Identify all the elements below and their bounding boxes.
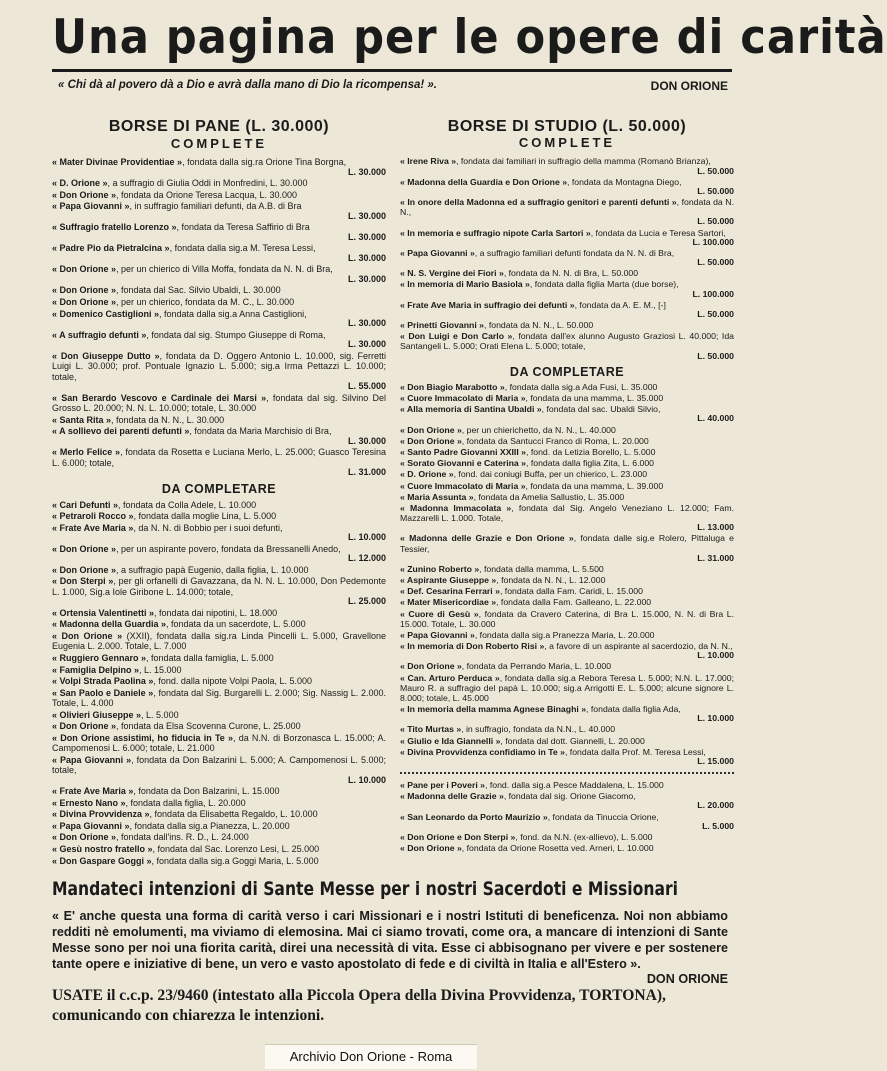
fund-name: « Don Luigi e Don Carlo » <box>400 331 513 342</box>
donation-entry <box>400 843 734 853</box>
fund-name: « Don Orione e Don Sterpi » <box>400 832 516 842</box>
donation-entry <box>52 415 386 426</box>
donation-entry <box>52 710 386 721</box>
donation-entry <box>400 177 734 196</box>
fund-name: « Ernesto Nano » <box>52 797 126 808</box>
donation-entry <box>400 724 734 734</box>
fund-name: « Can. Arturo Perduca » <box>400 672 500 683</box>
fund-amount: L. 50.000 <box>697 257 734 268</box>
fund-name: « Don Orione » <box>400 843 462 854</box>
borse-extra-list <box>400 780 734 853</box>
fund-name: « Def. Cesarina Ferrari » <box>400 586 500 597</box>
donation-entry <box>52 426 386 446</box>
fund-amount: L. 30.000 <box>347 231 386 242</box>
donation-entry <box>400 331 734 361</box>
fund-name: « Sorato Giovanni e Caterina » <box>400 458 527 469</box>
donation-entry <box>400 268 734 278</box>
fund-name: « Cuore di Gesù » <box>400 608 479 619</box>
fund-name: « San Paolo e Daniele » <box>52 687 154 698</box>
fund-name: « Don Orione » <box>52 564 117 575</box>
donation-entry <box>52 676 386 687</box>
fund-name: « Zunino Roberto » <box>400 563 480 574</box>
donation-entry <box>52 297 386 308</box>
page-title: Una pagina per le opere di carità <box>52 10 887 65</box>
fund-details: , fondata dalla sig.a Goggi Maria, L. 5.000 <box>151 855 319 866</box>
fund-amount: L. 31.000 <box>697 552 734 563</box>
donation-entry <box>52 178 386 189</box>
borse-di-pane-title: BORSE DI PANE (L. 30.000) <box>108 118 330 135</box>
fund-details: , fondata da una mamma, L. 39.000 <box>525 480 664 491</box>
fund-name: « D. Orione » <box>52 178 108 189</box>
donation-entry <box>52 631 386 652</box>
donation-entry <box>52 544 386 564</box>
donation-entry <box>400 320 734 330</box>
fund-name: « Santa Rita » <box>52 414 112 425</box>
fund-details: , fondata dal Sig. Burgarelli L. 2.000; Sig. Nassig L. 2.000. Totale, L. 4.000 <box>52 687 386 709</box>
fund-details: , a suffragio papà Eugenio, dalla figlia, L. 10.000 <box>116 564 309 575</box>
borse-di-studio-complete-label: COMPLETE <box>518 135 616 151</box>
fund-name: « Don Sterpi » <box>52 576 114 587</box>
mass-intentions-heading: Mandateci intenzioni di Sante Messe per i nostri Sacerdoti e Missionari <box>52 878 678 900</box>
fund-amount: L. 30.000 <box>347 435 386 446</box>
fund-details: , fond. dalla sig.a Pesce Maddalena, L. 15.000 <box>485 780 664 791</box>
borse-di-studio-incomplete-label: DA COMPLETARE <box>509 364 625 379</box>
donation-entry <box>400 812 734 831</box>
borse-di-pane-column <box>52 118 386 867</box>
fund-details: , fondata da Elisabetta Regaldo, L. 10.000 <box>149 809 318 820</box>
donation-entry <box>52 309 386 329</box>
donation-entry <box>400 300 734 319</box>
fund-name: « Cari Defunti » <box>52 499 119 510</box>
borse-di-studio-title: BORSE DI STUDIO (L. 50.000) <box>447 118 687 135</box>
fund-name: « Don Biagio Marabotto » <box>400 381 505 392</box>
borse-di-pane-incomplete-label: DA COMPLETARE <box>161 482 277 496</box>
fund-details: , fondata da A. E. M., [-] <box>574 299 666 310</box>
donation-entry <box>400 533 734 563</box>
fund-details: , fondata dal Sac. Silvio Ubaldi, L. 30.000 <box>116 285 281 296</box>
donation-entry <box>52 755 386 786</box>
donation-entry <box>400 248 734 267</box>
fund-details: , fondata dal Sac. Lorenzo Lesi, L. 25.000 <box>152 844 320 854</box>
fund-details: , a suffragio familiari defunti fondata da N. N. di Bra, <box>474 247 675 258</box>
donation-entry <box>52 565 386 576</box>
donation-entry <box>52 844 386 855</box>
fund-name: « Madonna Immacolata » <box>400 502 512 513</box>
fund-name: « D. Orione » <box>400 469 454 480</box>
fund-details: , fondata dal sig. Orione Giacomo, <box>503 791 636 802</box>
fund-details: , fondata dalla Prof. M. Teresa Lessi, <box>564 746 706 757</box>
fund-name: « Famiglia Delpino » <box>52 664 140 675</box>
motto-author: DON ORIONE <box>650 79 728 93</box>
fund-details: , a favore di un aspirante al sacerdozio, da N. N., <box>544 641 733 652</box>
fund-amount: L. 30.000 <box>347 210 386 221</box>
fund-amount: L. 100.000 <box>692 236 734 247</box>
donation-entry <box>52 821 386 832</box>
fund-amount: L. 15.000 <box>697 755 734 766</box>
archive-footer <box>265 1044 477 1069</box>
fund-details: , fondata da Santucci Franco di Roma, L. 20.000 <box>461 435 649 446</box>
fund-details: , fondata da Lucia e Teresa Sartori, <box>590 227 726 238</box>
fund-details: , fondata dalla figlia Marta (due borse), <box>529 279 679 290</box>
fund-details: , fond. dai coniugi Buffa, per un chierico, L. 23.000 <box>453 469 648 480</box>
fund-details: , fondata da Rosetta e Luciana Merlo, L. 25.000; Guasco Teresina L. 6.000; totale, <box>52 447 386 468</box>
dotted-separator <box>400 772 734 774</box>
fund-amount: L. 100.000 <box>692 288 734 299</box>
fund-name: « A sollievo dei parenti defunti » <box>52 426 190 437</box>
fund-details: , fondata dalla sig.a Pranezza Maria, L. 20.000 <box>474 629 655 640</box>
fund-amount: L. 20.000 <box>697 800 734 811</box>
fund-name: « Don Orione assistimi, ho fiducia in Te » <box>52 732 233 743</box>
fund-name: « Mater Divinae Providentiae » <box>52 157 183 168</box>
fund-details: , fondata da Perrando Maria, L. 10.000 <box>461 661 612 672</box>
donation-entry <box>52 330 386 350</box>
fund-details: , fondata dalla mamma, L. 5.500 <box>479 563 604 574</box>
fund-details: , fondata da N. N., L. 50.000 <box>484 320 594 331</box>
fund-name: « Frate Ave Maria in suffragio dei defunti » <box>400 299 575 310</box>
borse-di-pane-complete-label: COMPLETE <box>170 135 268 151</box>
donation-entry <box>400 597 734 607</box>
fund-details: , fondata da Elsa Scovenna Curone, L. 25.000 <box>116 721 301 732</box>
fund-details: , per un chierico di Villa Moffa, fondata da N. N. di Bra, <box>116 264 333 275</box>
borse-di-pane-incomplete-list <box>52 500 386 867</box>
fund-name: « Papa Giovanni » <box>400 247 475 258</box>
fund-details: , per un chierichetto, da N. N., L. 40.000 <box>461 424 616 435</box>
fund-name: « Don Orione » <box>52 264 117 275</box>
donation-entry <box>400 197 734 227</box>
donation-entry <box>52 856 386 867</box>
donation-entry <box>52 688 386 709</box>
fund-name: « In onore della Madonna ed a suffragio genitori e parenti defunti » <box>400 197 677 208</box>
fund-details: , fondata da una mamma, L. 35.000 <box>525 393 664 404</box>
donation-entry <box>400 780 734 790</box>
donation-entry <box>52 201 386 221</box>
motto-quote: « Chi dà al povero dà a Dio e avrà dalla mano di Dio la ricompensa! ». <box>58 79 437 91</box>
fund-name: « Don Giuseppe Dutto » <box>52 350 160 361</box>
fund-name: « Mater Misericordiae » <box>400 597 497 608</box>
fund-amount: L. 30.000 <box>347 339 386 350</box>
fund-details: , fondata dalla sig.a Ada Fusi, L. 35.000 <box>504 381 658 392</box>
fund-details: , fondata dalla sig.a Pianezza, L. 20.000 <box>129 820 290 831</box>
donation-entry <box>400 228 734 247</box>
fund-details: , fondata dalla Fam. Caridi, L. 15.000 <box>499 586 643 597</box>
fund-name: « San Leonardo da Porto Maurizio » <box>400 811 548 822</box>
fund-amount: L. 50.000 <box>697 350 734 361</box>
fund-amount: L. 10.000 <box>347 532 386 543</box>
postal-account-note: USATE il c.c.p. 23/9460 (intestato alla Piccola Opera della Divina Provvidenza, TORTONA), comunicando con chiarezza le intenzioni. <box>52 987 666 1024</box>
fund-amount: L. 10.000 <box>697 713 734 724</box>
donation-entry <box>52 243 386 263</box>
donation-entry <box>400 791 734 810</box>
donation-entry <box>52 447 386 478</box>
donation-entry <box>52 721 386 732</box>
fund-details: , fond. dalla nipote Volpi Paola, L. 5.000 <box>153 676 312 687</box>
fund-name: « Santo Padre Giovanni XXIII » <box>400 446 527 457</box>
fund-amount: L. 55.000 <box>347 381 386 392</box>
fund-details: , in suffragio familiari defunti, da A.B. di Bra <box>129 201 302 212</box>
fund-name: « Papa Giovanni » <box>400 629 475 640</box>
fund-name: « Merlo Felice » <box>52 447 121 458</box>
fund-name: « Don Gaspare Goggi » <box>52 855 152 866</box>
donation-entry <box>400 641 734 660</box>
donation-entry <box>400 481 734 491</box>
fund-name: « Cuore Immacolato di Maria » <box>400 393 526 404</box>
fund-details: , fondata da Amelia Sallustio, L. 35.000 <box>473 491 625 502</box>
fund-details: , fondata dalla sig.a Rebora Teresa L. 5.000; N.N. L. 17.000; Mauro R. a suffragio del papà L. 10.000; sig.a Arrigotti E. L. 5.000; alcune signore L. 8.000; totale, L. 45.000 <box>400 672 734 703</box>
fund-name: « Don Orione » <box>52 189 117 200</box>
fund-name: « Giulio e Ida Giannelli » <box>400 735 501 746</box>
fund-name: « Prinetti Giovanni » <box>400 320 484 331</box>
fund-name: « Tito Murtas » <box>400 724 462 735</box>
donation-entry <box>400 469 734 479</box>
fund-details: , fondata dai nipotini, L. 18.000 <box>154 607 278 618</box>
fund-details: , da N.N. di Borzonasca L. 15.000; A. Campomenosi L. 6.000; totale, L. 21.000 <box>52 732 387 754</box>
fund-name: « Madonna delle Grazie e Don Orione » <box>400 533 574 544</box>
fund-details: , fondata da Orione Rosetta ved. Arneri, L. 10.000 <box>461 843 654 854</box>
borse-di-pane-complete-list <box>52 157 386 478</box>
donation-entry <box>52 733 386 754</box>
fund-details: , fondata dalle sig.e Rolero, Pittaluga e Tessier, <box>400 533 734 554</box>
appeal-text: « E' anche questa una forma di carità verso i cari Missionari e i nostri Istituti di beneficenza. Noi non abbiamo redditi nè emolumenti, ma viviamo di elemosina. Mai ci siamo trovati, come ora, a mancare di intenzioni di Sante Messe sono per noi una fiorita carità, direi una necessità di vita. Esse ci abbisognano per vivere e per sostenere tante opere e iniziative di bene, un vero e vasto apostolato di fede e di civiltà in Italia e all'Estero ». <box>52 909 728 971</box>
fund-details: , L. 5.000 <box>141 709 179 720</box>
fund-name: « Padre Pio da Pietralcina » <box>52 243 170 254</box>
donation-entry <box>52 619 386 630</box>
fund-details: , fondata da Teresa Saffirio di Bra <box>176 222 310 233</box>
fund-amount: L. 50.000 <box>697 216 734 227</box>
donation-entry <box>52 190 386 201</box>
fund-details: , fondata da Colla Adele, L. 10.000 <box>118 499 257 510</box>
fund-details: , fondata da Tinuccia Orione, <box>547 811 659 822</box>
fund-amount: L. 50.000 <box>697 165 734 176</box>
fund-name: « Olivieri Giuseppe » <box>52 709 142 720</box>
donation-entry <box>52 809 386 820</box>
donation-entry <box>400 393 734 403</box>
fund-details: , fondata da D. Oggero Antonio L. 10.000, sig. Ferretti Luigi L. 30.000; prof. Pontuale Ignazio L. 5.000; sig.a Irma Pettazzi L. 10.000; totale, <box>52 350 386 382</box>
donation-entry <box>400 704 734 723</box>
fund-amount: L. 30.000 <box>347 252 386 263</box>
fund-details: , fondata dal sac. Ubaldi Silvio, <box>541 404 661 415</box>
fund-details: , fondata da Don Balzarini L. 5.000; A. Campomenosi L. 5.000; totale, <box>52 754 386 776</box>
donation-entry <box>400 564 734 574</box>
fund-name: « Madonna della Guardia » <box>52 619 167 630</box>
fund-details: , fondata dalla sig.ra Orione Tina Borgna, <box>182 157 347 168</box>
borse-di-studio-column <box>400 118 734 854</box>
fund-details: , L. 15.000 <box>139 664 182 675</box>
fund-amount: L. 50.000 <box>697 185 734 196</box>
title-rule <box>52 69 732 72</box>
fund-details: , fondata dalla figlia, L. 20.000 <box>125 797 246 808</box>
donation-entry <box>400 609 734 629</box>
donation-entry <box>400 673 734 704</box>
fund-name: « Papa Giovanni » <box>52 201 130 212</box>
fund-name: « Domenico Castiglioni » <box>52 308 160 319</box>
donation-entry <box>400 404 734 423</box>
fund-details: , per un chierico, fondata da M. C., L. 30.000 <box>116 296 295 307</box>
fund-details: , fondata dal sig. Stumpo Giuseppe di Roma, <box>146 329 326 340</box>
fund-name: « Irene Riva » <box>400 156 457 167</box>
fund-amount: L. 30.000 <box>347 318 386 329</box>
donation-entry <box>52 832 386 843</box>
archive-label: Archivio Don Orione - Roma <box>289 1049 453 1064</box>
fund-name: « Don Orione » <box>52 832 117 843</box>
donation-entry <box>400 503 734 533</box>
fund-name: « Don Orione » <box>52 285 117 296</box>
fund-name: « Madonna della Guardia e Don Orione » <box>400 176 568 187</box>
fund-name: « In memoria di Mario Basiola » <box>400 279 530 290</box>
fund-details: , fond. da Letizia Borello, L. 5.000 <box>526 446 656 457</box>
fund-name: « Aspirante Giuseppe » <box>400 575 497 586</box>
fund-details: , fondata dalla Fam. Galleano, L. 22.000 <box>496 597 652 608</box>
donation-entry <box>52 653 386 664</box>
fund-details: , per un aspirante povero, fondata da Bressanelli Anedo, <box>116 543 341 554</box>
fund-details: , fondata dalla famiglia, L. 5.000 <box>146 652 274 663</box>
fund-name: « Ortensia Valentinetti » <box>52 607 155 618</box>
donation-entry <box>52 157 386 177</box>
fund-details: , fondata da Cravero Caterina, di Bra L. 15.000, N. N. di Bra L. 15.000. Totale, L. 30.000 <box>400 608 734 629</box>
fund-details: , fondata dai familiari in suffragio della mamma (Romanò Brianza), <box>456 156 711 167</box>
fund-details: , fondata dal dott. Giannelli, L. 20.000 <box>500 735 645 746</box>
fund-details: , fondata dall'ins. R. D., L. 24.000 <box>116 832 249 843</box>
fund-details: , fondata dalla sig.a Anna Castiglioni, <box>159 308 307 319</box>
donation-entry <box>52 393 386 414</box>
fund-name: « Don Orione » <box>52 296 117 307</box>
fund-name: « Papa Giovanni » <box>52 754 132 765</box>
fund-details: , fondata dal Sig. Angelo Veneziano L. 12.000; Fam. Mazzarelli L. 1.000. Totale, <box>400 502 734 524</box>
donation-entry <box>400 436 734 446</box>
fund-name: « In memoria di Don Roberto Risi » <box>400 641 545 652</box>
fund-details: , fondata da N. N. di Bra, L. 50.000 <box>503 268 639 279</box>
fund-name: « Don Orione » <box>52 721 117 732</box>
fund-name: « Don Orione » <box>52 543 117 554</box>
donation-entry <box>400 156 734 175</box>
donation-entry <box>400 447 734 457</box>
donation-entry <box>52 576 386 607</box>
donation-entry <box>400 747 734 766</box>
fund-name: « Suffragio fratello Lorenzo » <box>52 222 177 233</box>
fund-name: « Papa Giovanni » <box>52 820 130 831</box>
fund-name: « In memoria della mamma Agnese Binaghi » <box>400 704 587 715</box>
borse-di-studio-complete-list <box>400 156 734 360</box>
fund-name: « Don Orione » <box>52 630 123 641</box>
donation-entry <box>400 630 734 640</box>
donation-entry <box>400 575 734 585</box>
fund-amount: L. 10.000 <box>697 650 734 661</box>
donation-entry <box>52 523 386 543</box>
fund-details: , fondata da Montagna Diego, <box>567 176 682 187</box>
fund-amount: L. 13.000 <box>697 522 734 533</box>
fund-name: « Volpi Strada Paolina » <box>52 676 154 687</box>
fund-details: , fondata da Don Balzarini, L. 15.000 <box>133 786 280 797</box>
fund-amount: L. 31.000 <box>347 467 386 478</box>
fund-amount: L. 12.000 <box>347 553 386 564</box>
fund-details: , fondata dalla sig.a M. Teresa Lessi, <box>169 243 316 254</box>
fund-name: « Ruggiero Gennaro » <box>52 652 147 663</box>
fund-name: « Don Orione » <box>400 661 462 672</box>
fund-details: , fond. da N.N. (ex-allievo), L. 5.000 <box>515 832 653 842</box>
fund-name: « Don Orione » <box>400 424 462 435</box>
donation-entry <box>400 661 734 671</box>
fund-amount: L. 5.000 <box>702 820 734 831</box>
donation-entry <box>400 279 734 298</box>
fund-details: , fondata da N. N., <box>400 197 734 218</box>
fund-details: , fondata dalla figlia Zita, L. 6.000 <box>526 458 654 469</box>
appeal-author: DON ORIONE <box>646 972 728 986</box>
fund-details: , da N. N. di Bobbio per i suoi defunti, <box>133 522 283 533</box>
donation-entry <box>400 586 734 596</box>
fund-name: « In memoria e suffragio nipote Carla Sartori » <box>400 227 591 238</box>
fund-name: « Frate Ave Maria » <box>52 522 134 533</box>
fund-name: « Alla memoria di Santina Ubaldi » <box>400 404 542 415</box>
borse-di-studio-incomplete-list <box>400 382 734 766</box>
donation-entry <box>52 798 386 809</box>
donation-entry <box>52 511 386 522</box>
fund-name: « Don Orione » <box>400 435 462 446</box>
fund-name: « Madonna delle Grazie » <box>400 791 504 802</box>
fund-name: « Frate Ave Maria » <box>52 786 134 797</box>
fund-details: , fondata dalla figlia Ada, <box>586 704 681 715</box>
donation-entry <box>52 222 386 242</box>
fund-details: , fondata dalla moglie Lina, L. 5.000 <box>133 511 277 522</box>
fund-details: , fondata dall'ex alunno Augusto Graziosi L. 40.000; Ida Santangeli L. 5.000; Orati Elena L. 5.000; totale, <box>400 331 734 352</box>
fund-amount: L. 30.000 <box>347 166 386 177</box>
fund-details: (XXII), fondata dalla sig.ra Linda Pincelli L. 5.000, Gravellone Eugenia L. 2.000. Totale, L. 7.000 <box>52 630 386 652</box>
fund-details: , per gli orfanelli di Gavazzana, da N. N. L. 10.000, Don Pedemonte L. 1.000, Sig.a Iole Giribone L. 14.000; totale, <box>52 576 387 597</box>
fund-name: « A suffragio defunti » <box>52 329 147 340</box>
fund-name: « Maria Assunta » <box>400 491 474 502</box>
donation-entry <box>52 285 386 296</box>
fund-details: , fondata da Maria Marchisio di Bra, <box>189 426 332 437</box>
donation-entry <box>52 351 386 392</box>
donation-entry <box>52 500 386 511</box>
fund-name: « Gesù nostro fratello » <box>52 844 153 854</box>
fund-details: , fondata da N. N., L. 30.000 <box>111 414 225 425</box>
fund-name: « N. S. Vergine dei Fiori » <box>400 268 504 279</box>
fund-name: « Divina Provvidenza » <box>52 809 150 820</box>
donation-entry <box>400 832 734 842</box>
fund-details: , a suffragio di Giulia Oddi in Monfredini, L. 30.000 <box>107 178 308 189</box>
fund-name: « Cuore Immacolato di Maria » <box>400 480 526 491</box>
fund-name: « Divina Provvidenza confidiamo in Te » <box>400 746 565 757</box>
donation-entry <box>52 665 386 676</box>
donation-entry <box>400 382 734 392</box>
donation-entry <box>400 492 734 502</box>
donation-entry <box>52 786 386 797</box>
donation-entry <box>400 736 734 746</box>
fund-amount: L. 30.000 <box>347 273 386 284</box>
fund-name: « Petraroli Rocco » <box>52 511 134 522</box>
donation-entry <box>400 458 734 468</box>
fund-name: « San Berardo Vescovo e Cardinale dei Marsi » <box>52 392 267 403</box>
fund-amount: L. 40.000 <box>697 413 734 424</box>
fund-details: , fondata da N. N., L. 12.000 <box>496 575 606 586</box>
donation-entry <box>400 425 734 435</box>
fund-amount: L. 25.000 <box>347 596 386 607</box>
fund-details: , in suffragio, fondata da N.N., L. 40.000 <box>461 724 616 735</box>
donation-entry <box>52 608 386 619</box>
fund-details: , fondata dal sig. Silvino Del Grosso L. 20.000; N. N. L. 10.000; totale, L. 30.000 <box>52 392 386 414</box>
fund-amount: L. 50.000 <box>697 308 734 319</box>
fund-details: , fondata da un sacerdote, L. 5.000 <box>166 619 306 630</box>
fund-amount: L. 10.000 <box>347 774 386 785</box>
fund-name: « Pane per i Poveri » <box>400 780 485 791</box>
donation-entry <box>52 264 386 284</box>
fund-details: , fondata da Orione Teresa Lacqua, L. 30.000 <box>116 189 297 200</box>
